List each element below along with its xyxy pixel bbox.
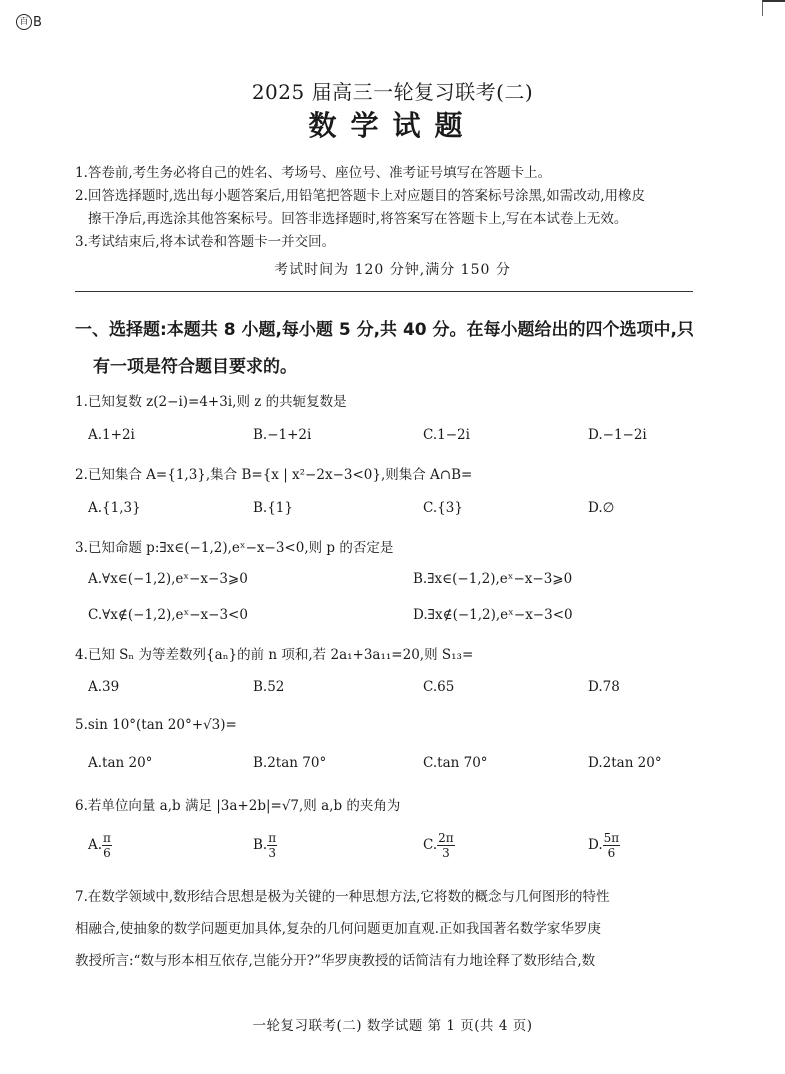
subject-title: 数学试题 — [308, 109, 477, 142]
option-label: B. — [253, 837, 268, 853]
numerator: 5π — [603, 831, 620, 845]
page-edge-mark — [762, 0, 785, 16]
question-6: 6.若单位向量 a,b 满足 |3a+2b|=√7,则 a,b 的夹角为 — [75, 798, 401, 814]
option-c: C.∀x∉(−1,2),eˣ−x−3<0 — [88, 607, 248, 623]
badge-letter: B — [33, 14, 42, 30]
instruction-1: 1.答卷前,考生务必将自己的姓名、考场号、座位号、准考证号填写在答题卡上。 — [75, 165, 552, 181]
denominator: 3 — [268, 846, 276, 860]
exam-title: 2025 届高三一轮复习联考(二) — [251, 80, 534, 104]
option-a: A.1+2i — [88, 427, 135, 443]
question-4-options — [88, 679, 708, 695]
instructions — [75, 162, 715, 254]
question-3-options-row2 — [88, 607, 708, 623]
option-c: C.1−2i — [423, 427, 470, 443]
section-heading — [75, 312, 715, 386]
option-b: B.{1} — [253, 500, 293, 516]
option-label: A. — [88, 837, 103, 853]
question-6-options — [88, 831, 708, 860]
option-a — [88, 831, 253, 860]
option-b — [253, 831, 423, 860]
divider — [75, 291, 693, 292]
question-7-line-2: 相融合,使抽象的数学问题更加具体,复杂的几何问题更加直观.正如我国著名数学家华罗庚 — [75, 921, 601, 937]
option-d: D.∃x∉(−1,2),eˣ−x−3<0 — [413, 607, 573, 623]
fraction — [603, 831, 621, 860]
option-b: B.∃x∈(−1,2),eˣ−x−3⩾0 — [413, 571, 573, 587]
question-3-options-row1 — [88, 571, 708, 587]
option-a: A.tan 20° — [88, 755, 153, 771]
option-b: B.−1+2i — [253, 427, 312, 443]
denominator: 6 — [607, 846, 616, 860]
option-a: A.{1,3} — [88, 500, 141, 516]
numerator: 2π — [438, 831, 454, 845]
question-4: 4.已知 Sₙ 为等差数列{aₙ}的前 n 项和,若 2a₁+3a₁₁=20,则 S₁₃= — [75, 647, 474, 663]
denominator: 6 — [103, 846, 111, 860]
section-line-1: 一、选择题:本题共 8 小题,每小题 5 分,共 40 分。在每小题给出的四个选项中,只 — [75, 320, 694, 340]
question-5-options — [88, 755, 708, 771]
question-5: 5.sin 10°(tan 20°+√3)= — [75, 717, 237, 733]
denominator: 3 — [442, 846, 450, 860]
option-c: C.{3} — [423, 500, 463, 516]
option-a: A.∀x∈(−1,2),eˣ−x−3⩾0 — [88, 571, 248, 587]
instruction-3: 3.考试结束后,将本试卷和答题卡一并交回。 — [75, 234, 336, 250]
option-d: D.∅ — [588, 500, 615, 516]
option-d: D.−1−2i — [588, 427, 647, 443]
option-d: D.2tan 20° — [588, 755, 662, 771]
corner-badge — [16, 14, 42, 30]
numerator: π — [268, 831, 277, 845]
question-2-options — [88, 500, 708, 516]
question-1-options — [88, 427, 708, 443]
fraction — [267, 831, 277, 860]
question-7 — [75, 881, 697, 977]
option-b: B.52 — [253, 679, 285, 695]
fraction — [102, 831, 112, 860]
question-2: 2.已知集合 A={1,3},集合 B={x | x²−2x−3<0},则集合 A∩B= — [75, 467, 473, 483]
instruction-2: 2.回答选择题时,选出每小题答案后,用铅笔把答题卡上对应题目的答案标号涂黑,如需改动,用橡皮 — [75, 188, 646, 204]
fraction — [437, 831, 455, 860]
time-info: 考试时间为 120 分钟,满分 150 分 — [274, 262, 511, 278]
question-1: 1.已知复数 z(2−i)=4+3i,则 z 的共轭复数是 — [75, 394, 347, 410]
question-3: 3.已知命题 p:∃x∈(−1,2),eˣ−x−3<0,则 p 的否定是 — [75, 540, 394, 556]
option-a: A.39 — [88, 679, 120, 695]
option-c — [423, 831, 588, 860]
page-footer: 一轮复习联考(二) 数学试题 第 1 页(共 4 页) — [252, 1018, 533, 1034]
section-line-2: 有一项是符合题目要求的。 — [93, 357, 297, 377]
option-c: C.65 — [423, 679, 455, 695]
question-7-line-3: 教授所言:“数与形本相互依存,岂能分开?”华罗庚教授的话简洁有力地诠释了数形结合,数 — [75, 953, 596, 969]
numerator: π — [103, 831, 111, 845]
option-d — [588, 831, 753, 860]
instruction-2-cont: 擦干净后,再选涂其他答案标号。回答非选择题时,将答案写在答题卡上,写在本试卷上无效。 — [88, 211, 628, 227]
option-label: C. — [423, 837, 438, 853]
question-7-line-1: 7.在数学领域中,数形结合思想是极为关键的一种思想方法,它将数的概念与几何图形的特性 — [75, 889, 610, 905]
option-d: D.78 — [588, 679, 620, 695]
option-label: D. — [588, 837, 603, 853]
circled-char-icon: 百 — [16, 14, 32, 30]
option-b: B.2tan 70° — [253, 755, 327, 771]
option-c: C.tan 70° — [423, 755, 488, 771]
